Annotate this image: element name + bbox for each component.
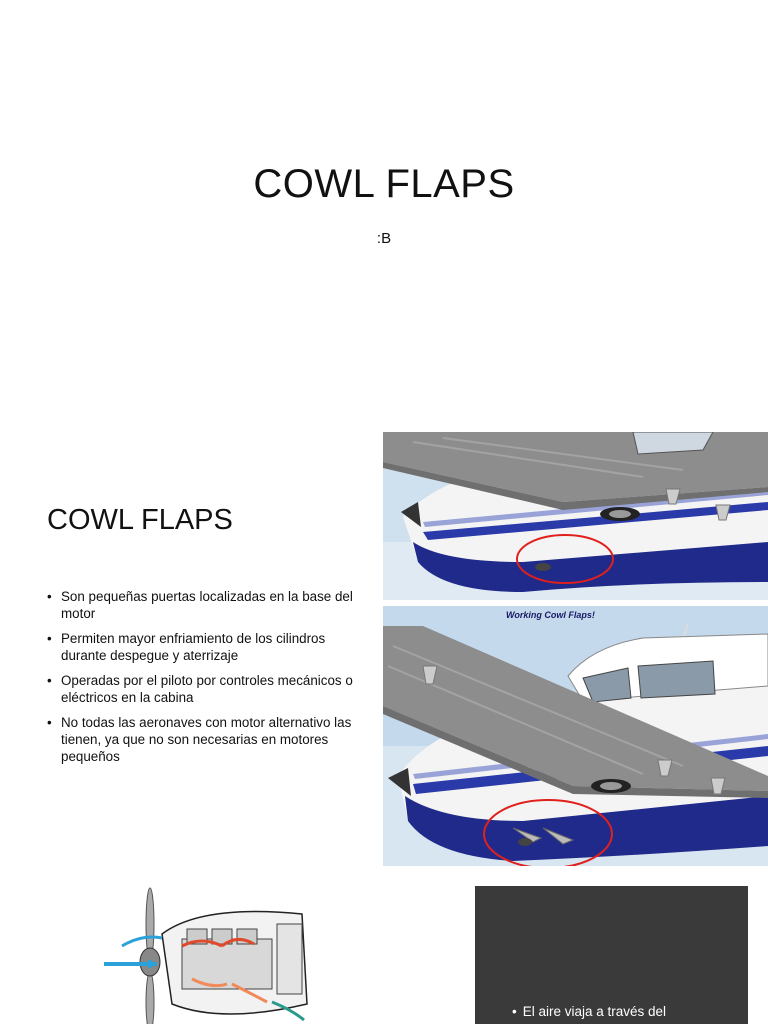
bullet-text: Son pequeñas puertas localizadas en la base del motor — [61, 589, 353, 621]
aircraft-photo-closed-flaps — [383, 432, 768, 600]
bullet-glyph: • — [47, 673, 52, 688]
slide-title: COWL FLAPS — [253, 162, 515, 206]
diagram-slide — [0, 884, 768, 1024]
bullet-glyph: • — [47, 589, 52, 604]
dark-panel-bullet — [512, 1004, 666, 1019]
title-slide — [0, 0, 768, 410]
bullet-text: El aire viaja a través del — [522, 1004, 667, 1019]
content-slide — [0, 432, 768, 868]
aircraft-photo-open-flaps — [383, 606, 768, 866]
bullet-glyph: • — [512, 1004, 517, 1019]
bullet-text: No todas las aeronaves con motor alternativo las tienen, ya que no son necesarias en motores pequeños — [61, 715, 352, 764]
engine-airflow-diagram — [22, 884, 352, 1024]
bullet-list — [47, 588, 362, 773]
slide-heading: COWL FLAPS — [47, 504, 233, 536]
bullet-item — [47, 672, 362, 706]
bullet-item — [47, 630, 362, 664]
bullet-item — [47, 588, 362, 622]
bullet-item — [47, 714, 362, 765]
bullet-glyph: • — [47, 715, 52, 730]
bullet-text: Permiten mayor enfriamiento de los cilindros durante despegue y aterrizaje — [61, 631, 326, 663]
photo-caption: Working Cowl Flaps! — [506, 610, 595, 620]
slide-subtitle: :B — [376, 230, 392, 247]
bullet-glyph: • — [47, 631, 52, 646]
bullet-text: Operadas por el piloto por controles mecánicos o eléctricos en la cabina — [61, 673, 353, 705]
